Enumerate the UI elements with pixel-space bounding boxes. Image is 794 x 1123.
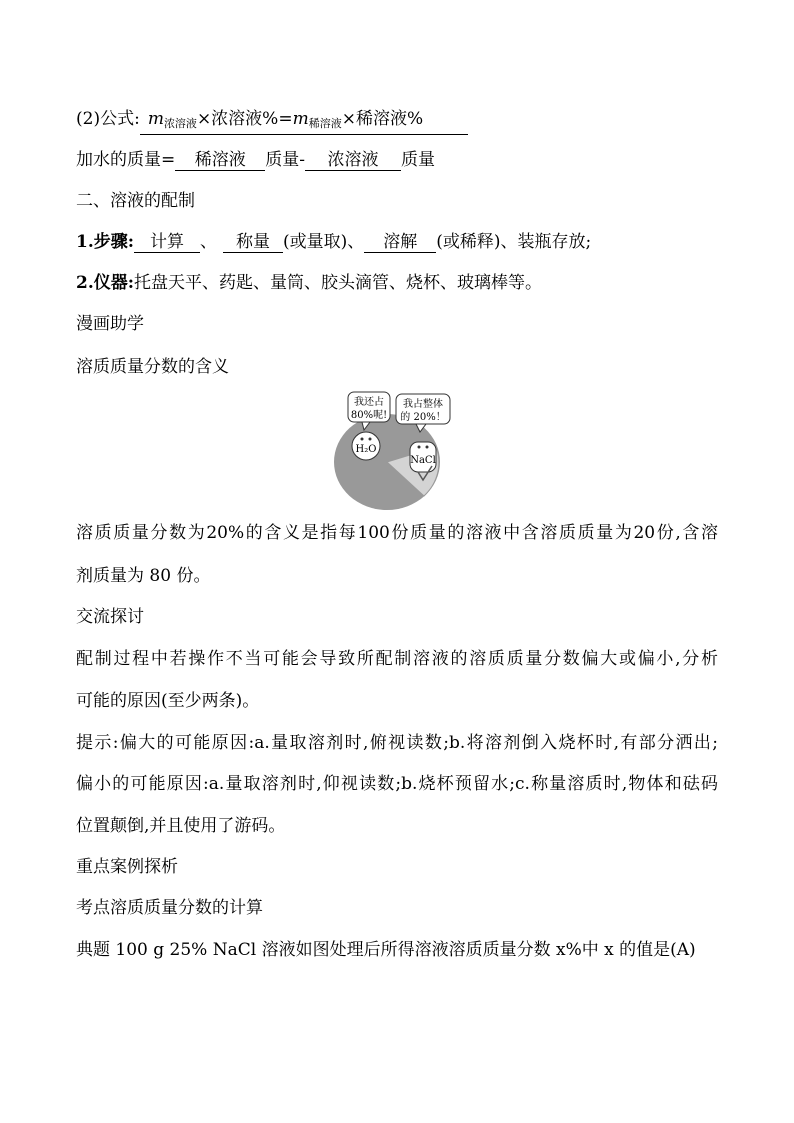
solution-pie-figure	[334, 390, 524, 512]
discussion-paragraph-line1: 配制过程中若操作不当可能会导致所配制溶液的溶质质量分数偏大或偏小,分析	[76, 649, 718, 669]
blank-step-weigh: 称量	[223, 232, 283, 253]
label-h2o: H₂O	[355, 444, 377, 455]
formula-blank: $m_{浓溶液}\times$浓溶液$\%=m_{稀溶液}\times$稀溶液%	[140, 109, 468, 135]
bubble-right-line2: 的 20%！	[400, 412, 446, 423]
blank-concentrated-solution: 浓溶液	[305, 150, 401, 171]
section-title: 二、溶液的配制	[76, 191, 195, 211]
hint-line2: 偏小的可能原因:a.量取溶剂时,仰视读数;b.烧杯预留水;c.称量溶质时,物体和砝码	[76, 774, 718, 794]
meaning-paragraph-line2: 剂质量为 80 份。	[76, 566, 211, 586]
hint-line3: 位置颠倒,并且使用了游码。	[76, 816, 286, 836]
bubble-right-line1: 我占整体	[403, 399, 443, 410]
case-title: 重点案例探析	[76, 857, 178, 877]
bubble-left-line1: 我还占	[354, 397, 384, 408]
blank-dilute-solution: 稀溶液	[175, 150, 265, 171]
example-question: 典题 100 g 25% NaCl 溶液如图处理后所得溶液溶质质量分数 x%中 x 的值是(A)	[76, 940, 696, 960]
water-mass-line: 加水的质量= 稀溶液 质量- 浓溶液 质量	[76, 150, 435, 170]
hint-line1: 提示:偏大的可能原因:a.量取溶剂时,俯视读数;b.将溶剂倒入烧杯时,有部分洒出;	[76, 733, 718, 753]
meaning-title: 溶质质量分数的含义	[76, 357, 229, 377]
discussion-title: 交流探讨	[76, 607, 144, 627]
steps-line: 1.步骤: 计算 、 称量 (或量取)、 溶解 (或稀释)、装瓶存放;	[76, 232, 592, 252]
meaning-paragraph-line1: 溶质质量分数为20%的含义是指每100份质量的溶液中含溶质质量为20份,含溶	[76, 523, 718, 543]
blank-step-calculate: 计算	[134, 232, 200, 253]
instruments-line: 2.仪器:托盘天平、药匙、量筒、胶头滴管、烧杯、玻璃棒等。	[76, 273, 543, 293]
formula-line: (2)公式: $m_{浓溶液}\times$浓溶液$\%=m_{稀溶液}\times$稀溶液%	[76, 108, 468, 135]
blank-step-dissolve: 溶解	[364, 232, 436, 253]
topic-title: 考点溶质质量分数的计算	[76, 898, 263, 918]
comic-title: 漫画助学	[76, 314, 144, 334]
bubble-left-line2: 80%呢!	[350, 410, 388, 421]
label-nacl: NaCl	[410, 455, 436, 466]
discussion-paragraph-line2: 可能的原因(至少两条)。	[76, 691, 260, 711]
